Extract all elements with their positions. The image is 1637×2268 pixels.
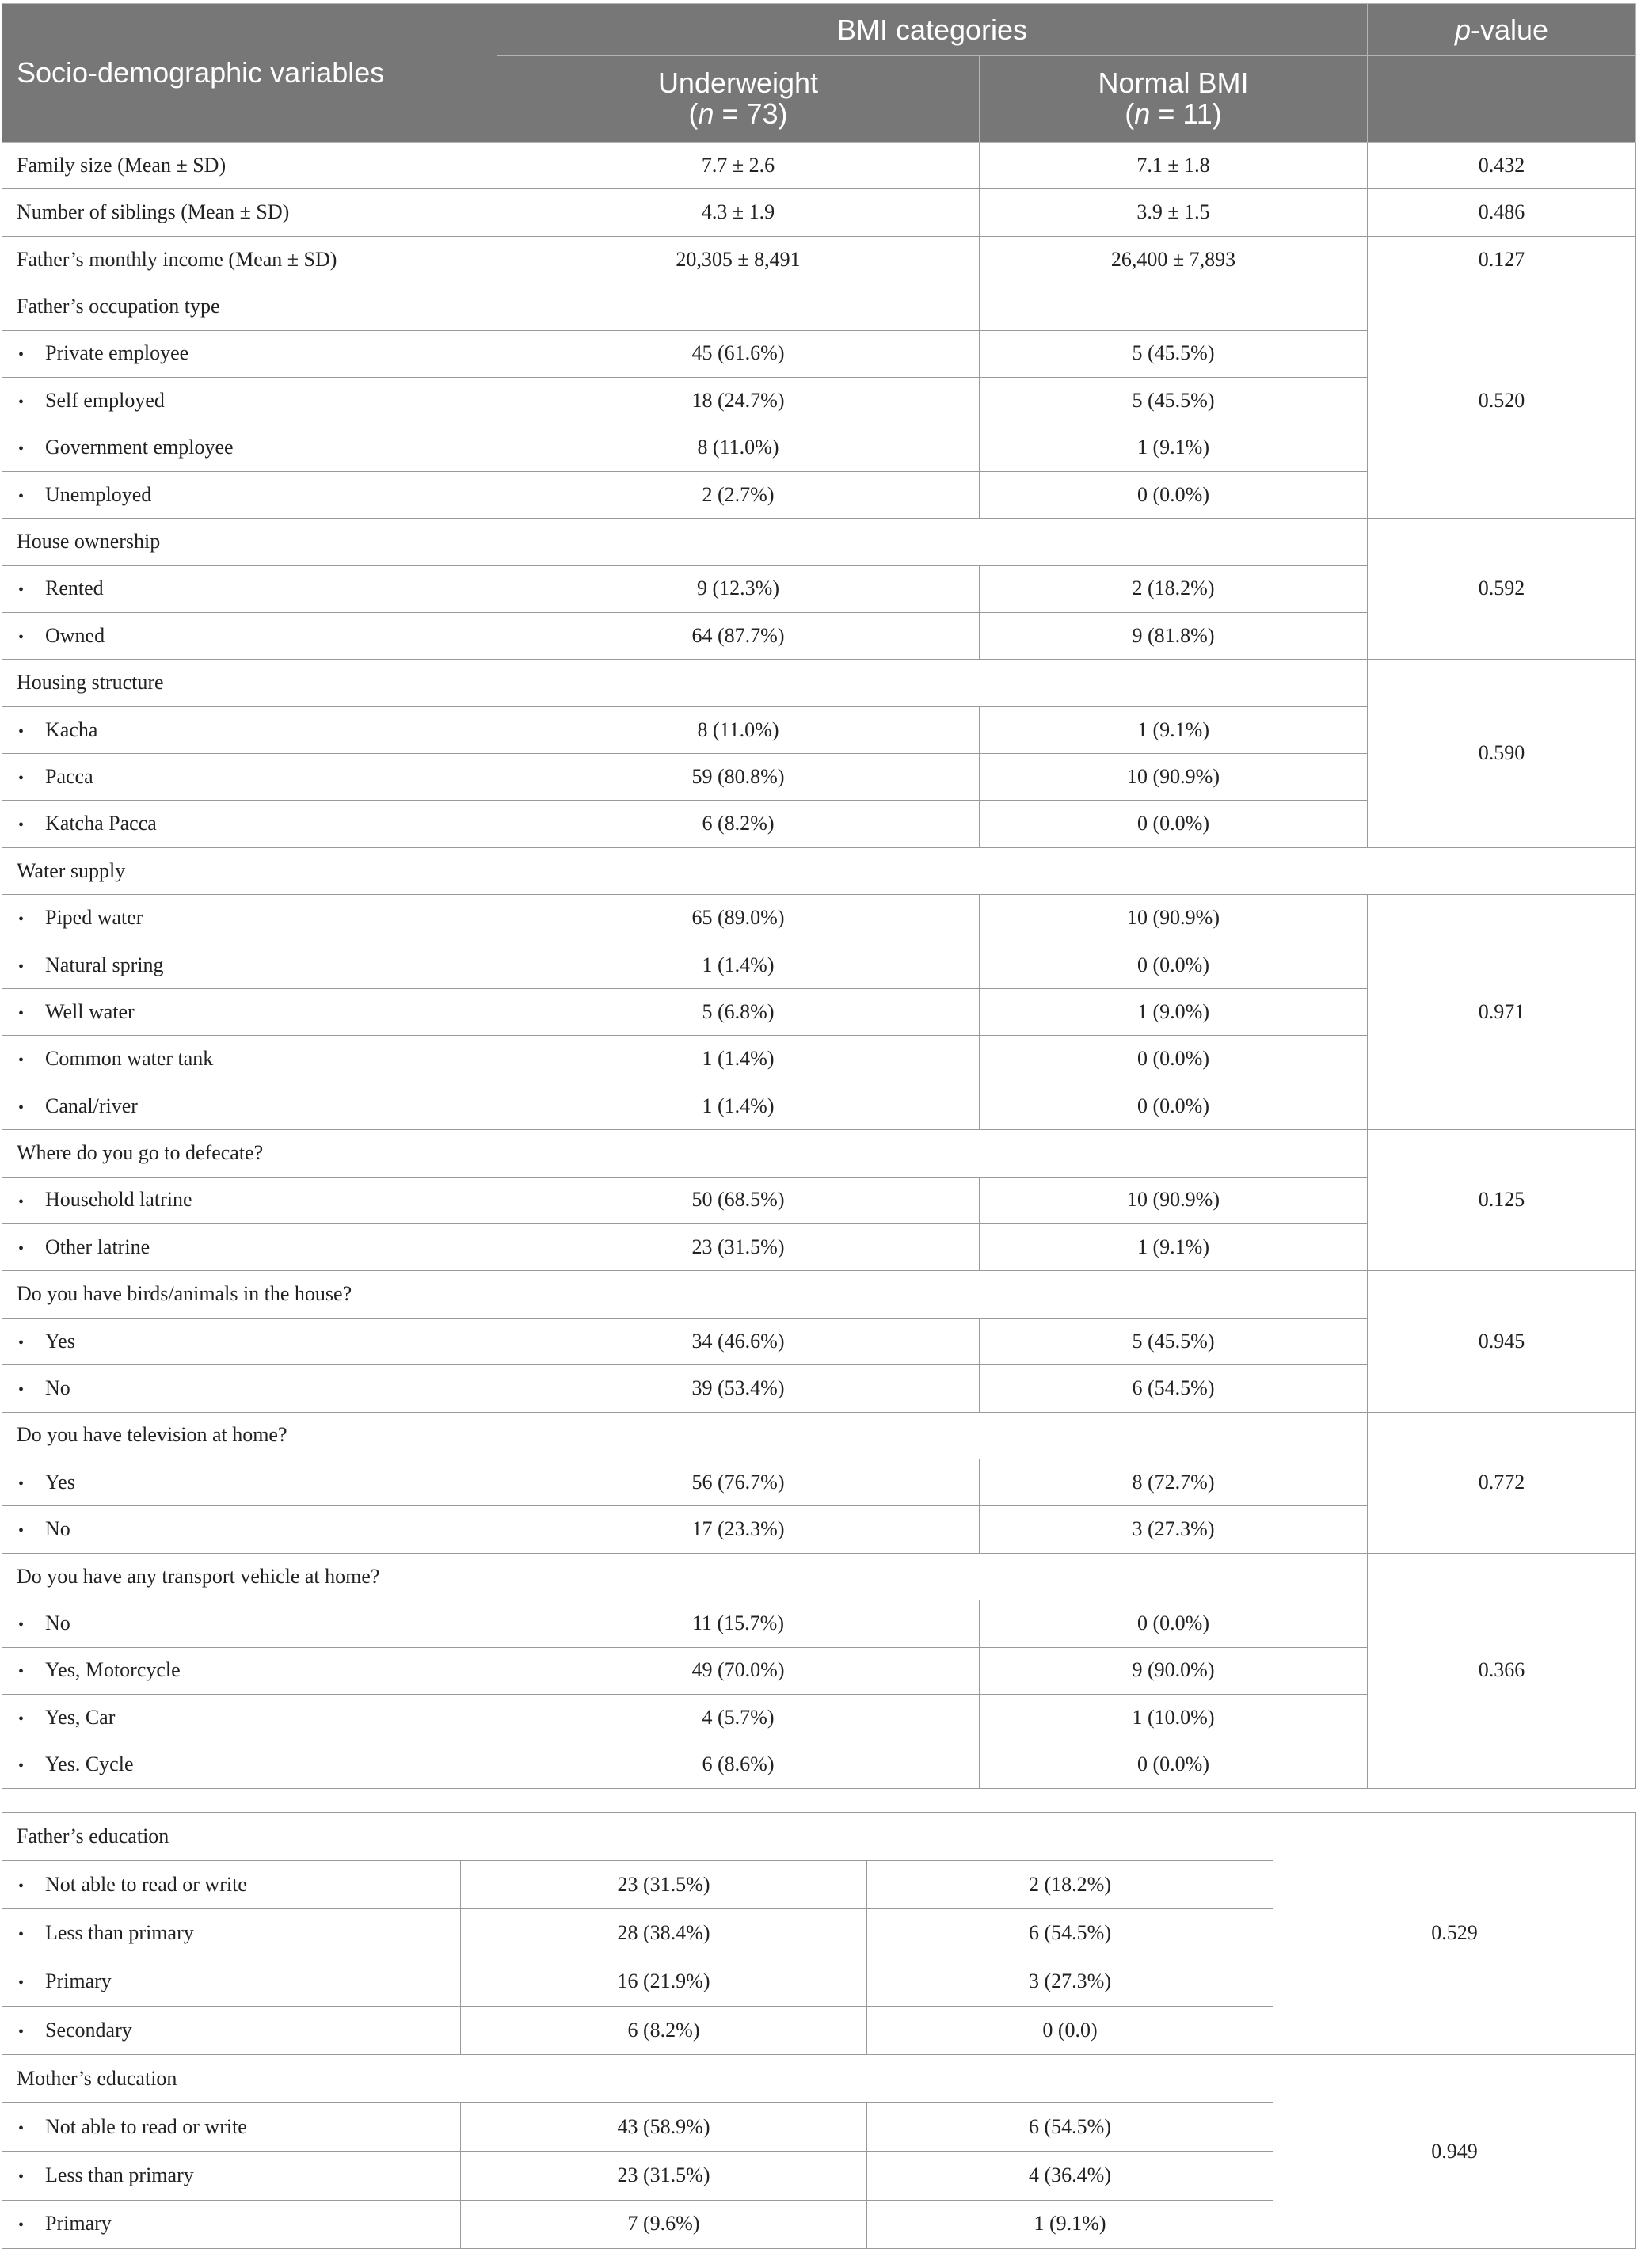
section-row	[2, 1553, 1636, 1600]
bullet-icon: •	[18, 346, 25, 364]
header-underweight: Underweight (n = 73)	[497, 56, 980, 143]
normal-value: 0 (0.0%)	[980, 1741, 1368, 1788]
header-p-value: p-value	[1368, 4, 1636, 56]
underweight-value: 59 (80.8%)	[497, 754, 980, 801]
row-label: Yes. Cycle	[45, 1752, 134, 1776]
bullet-icon: •	[18, 1004, 25, 1022]
row-label: No	[45, 1517, 70, 1541]
underweight-value: 5 (6.8%)	[497, 989, 980, 1036]
underweight-value: 64 (87.7%)	[497, 612, 980, 659]
bullet-icon: •	[18, 816, 25, 835]
normal-value: 7.1 ± 1.8	[980, 143, 1368, 189]
p-value: 0.529	[1273, 1813, 1636, 2055]
bullet-icon: •	[18, 393, 25, 411]
underweight-value: 43 (58.9%)	[461, 2103, 867, 2152]
normal-value: 1 (9.1%)	[980, 424, 1368, 471]
underweight-value: 49 (70.0%)	[497, 1647, 980, 1694]
underweight-value: 9 (12.3%)	[497, 565, 980, 612]
underweight-value: 8 (11.0%)	[497, 424, 980, 471]
normal-value: 0 (0.0%)	[980, 1083, 1368, 1129]
normal-value: 0 (0.0%)	[980, 1036, 1368, 1083]
normal-value: 1 (9.1%)	[980, 706, 1368, 753]
row-label: Household latrine	[45, 1188, 192, 1212]
row-label: Yes	[45, 1470, 75, 1494]
normal-value: 1 (9.1%)	[980, 1223, 1368, 1270]
row-label: Private employee	[45, 341, 189, 365]
row-label: Yes	[45, 1329, 75, 1353]
normal-value: 2 (18.2%)	[867, 1861, 1273, 1909]
underweight-value: 7.7 ± 2.6	[497, 143, 980, 189]
bullet-icon: •	[18, 1616, 25, 1634]
p-value: 0.432	[1368, 143, 1636, 189]
underweight-value: 7 (9.6%)	[461, 2200, 867, 2248]
normal-value: 3.9 ± 1.5	[980, 189, 1368, 236]
header-p-value-blank	[1368, 56, 1636, 143]
underweight-value: 6 (8.6%)	[497, 1741, 980, 1788]
p-value: 0.949	[1273, 2054, 1636, 2248]
normal-value: 10 (90.9%)	[980, 1177, 1368, 1223]
underweight-value: 1 (1.4%)	[497, 942, 980, 988]
normal-value: 10 (90.9%)	[980, 895, 1368, 942]
bullet-icon: •	[18, 440, 25, 459]
section-label: Housing structure	[2, 660, 1368, 706]
normal-value: 3 (27.3%)	[867, 1958, 1273, 2006]
p-value: 0.486	[1368, 189, 1636, 236]
bullet-icon: •	[18, 2119, 25, 2137]
normal-value: 6 (54.5%)	[980, 1365, 1368, 1412]
row-label: Not able to read or write	[45, 1872, 247, 1896]
header-bmi-categories: BMI categories	[497, 4, 1368, 56]
normal-value: 1 (9.0%)	[980, 989, 1368, 1036]
row-label: Secondary	[45, 2018, 132, 2042]
section-row	[2, 2054, 1636, 2102]
underweight-value: 65 (89.0%)	[497, 895, 980, 942]
underweight-value: 8 (11.0%)	[497, 706, 980, 753]
underweight-value: 1 (1.4%)	[497, 1083, 980, 1129]
header-variables: Socio-demographic variables	[2, 4, 497, 143]
underweight-value: 50 (68.5%)	[497, 1177, 980, 1223]
row-label: Not able to read or write	[45, 2114, 247, 2138]
normal-value: 26,400 ± 7,893	[980, 236, 1368, 283]
bullet-icon: •	[18, 1381, 25, 1399]
bullet-icon: •	[18, 1926, 25, 1944]
normal-value: 10 (90.9%)	[980, 754, 1368, 801]
bullet-icon: •	[18, 1098, 25, 1117]
section-row	[2, 519, 1636, 565]
bullet-icon: •	[18, 1052, 25, 1070]
section-label: House ownership	[2, 519, 1368, 565]
underweight-value: 16 (21.9%)	[461, 1958, 867, 2006]
section-label: Mother’s education	[2, 2054, 1273, 2102]
row-label: Common water tank	[45, 1047, 214, 1071]
underweight-value: 11 (15.7%)	[497, 1600, 980, 1647]
p-value: 0.366	[1368, 1553, 1636, 1788]
row-label: Yes, Car	[45, 1705, 116, 1729]
row-label: Natural spring	[45, 953, 164, 976]
normal-value: 4 (36.4%)	[867, 2152, 1273, 2200]
bullet-icon: •	[18, 957, 25, 976]
underweight-value: 23 (31.5%)	[461, 1861, 867, 1909]
underweight-value: 45 (61.6%)	[497, 330, 980, 377]
row-label: Rented	[45, 577, 104, 600]
p-value: 0.125	[1368, 1130, 1636, 1271]
underweight-value: 4.3 ± 1.9	[497, 189, 980, 236]
normal-value: 0 (0.0)	[867, 2006, 1273, 2054]
underweight-value: 39 (53.4%)	[497, 1365, 980, 1412]
normal-value: 6 (54.5%)	[867, 2103, 1273, 2152]
section-label: Water supply	[2, 847, 1636, 894]
row-label: Katcha Pacca	[45, 812, 157, 835]
normal-value: 9 (81.8%)	[980, 612, 1368, 659]
bullet-icon: •	[18, 1475, 25, 1493]
p-value: 0.127	[1368, 236, 1636, 283]
bullet-icon: •	[18, 581, 25, 599]
underweight-value: 20,305 ± 8,491	[497, 236, 980, 283]
section-label: Where do you go to defecate?	[2, 1130, 1368, 1177]
normal-value: 1 (10.0%)	[980, 1694, 1368, 1741]
section-label: Do you have any transport vehicle at home?	[2, 1553, 1368, 1600]
section-row	[2, 847, 1636, 894]
p-value: 0.971	[1368, 895, 1636, 1130]
normal-value: 0 (0.0%)	[980, 471, 1368, 518]
bullet-icon: •	[18, 770, 25, 787]
normal-value: 2 (18.2%)	[980, 565, 1368, 612]
underweight-value: 6 (8.2%)	[497, 801, 980, 847]
row-label: Self employed	[45, 388, 165, 412]
p-value: 0.592	[1368, 519, 1636, 660]
row-label: Family size (Mean ± SD)	[2, 143, 497, 189]
p-value: 0.590	[1368, 660, 1636, 848]
table-row	[2, 143, 1636, 189]
bullet-icon: •	[18, 1710, 25, 1728]
p-value: 0.772	[1368, 1412, 1636, 1553]
bullet-icon: •	[18, 722, 25, 740]
normal-value: 5 (45.5%)	[980, 377, 1368, 424]
normal-value: 9 (90.0%)	[980, 1647, 1368, 1694]
row-label: Pacca	[45, 764, 93, 788]
normal-value: 6 (54.5%)	[867, 1909, 1273, 1958]
normal-value: 0 (0.0%)	[980, 801, 1368, 847]
bmi-socio-demographic-table	[2, 3, 1636, 1789]
section-row	[2, 1130, 1636, 1177]
section-label: Do you have television at home?	[2, 1412, 1368, 1459]
row-label: Piped water	[45, 906, 143, 930]
bullet-icon: •	[18, 1878, 25, 1896]
row-label: Other latrine	[45, 1235, 150, 1258]
row-label: Owned	[45, 623, 105, 647]
underweight-value: 18 (24.7%)	[497, 377, 980, 424]
bullet-icon: •	[18, 2217, 25, 2235]
underweight-value: 34 (46.6%)	[497, 1318, 980, 1364]
underweight-value: 6 (8.2%)	[461, 2006, 867, 2054]
section-row	[2, 284, 1636, 330]
row-label: Canal/river	[45, 1094, 138, 1117]
bullet-icon: •	[18, 1239, 25, 1258]
row-label: No	[45, 1612, 70, 1634]
normal-value: 8 (72.7%)	[980, 1459, 1368, 1505]
underweight-value: 2 (2.7%)	[497, 471, 980, 518]
section-label: Father’s education	[2, 1813, 1273, 1861]
normal-value: 1 (9.1%)	[867, 2200, 1273, 2248]
bullet-icon: •	[18, 1663, 25, 1681]
section-row	[2, 1271, 1636, 1318]
bullet-icon: •	[18, 2023, 25, 2041]
normal-value: 0 (0.0%)	[980, 1600, 1368, 1647]
row-label: Less than primary	[45, 1921, 194, 1945]
table-row	[2, 895, 1636, 942]
underweight-value: 17 (23.3%)	[497, 1506, 980, 1553]
normal-value: 5 (45.5%)	[980, 330, 1368, 377]
bullet-icon: •	[18, 628, 25, 646]
row-label: No	[45, 1376, 70, 1400]
normal-value: 3 (27.3%)	[980, 1506, 1368, 1553]
section-row	[2, 1813, 1636, 1861]
underweight-value: 56 (76.7%)	[497, 1459, 980, 1505]
underweight-value: 1 (1.4%)	[497, 1036, 980, 1083]
row-label: Well water	[45, 999, 135, 1023]
header-normal-bmi: Normal BMI (n = 11)	[980, 56, 1368, 143]
education-table	[2, 1812, 1636, 2249]
p-value: 0.945	[1368, 1271, 1636, 1412]
bullet-icon: •	[18, 1974, 25, 1992]
section-row	[2, 1412, 1636, 1459]
bullet-icon: •	[18, 911, 25, 929]
section-label: Do you have birds/animals in the house?	[2, 1271, 1368, 1318]
row-label: Kacha	[45, 717, 98, 741]
row-label: Less than primary	[45, 2163, 194, 2187]
bullet-icon: •	[18, 487, 25, 505]
row-label: Number of siblings (Mean ± SD)	[2, 189, 497, 236]
table-row	[2, 189, 1636, 236]
row-label: Yes, Motorcycle	[45, 1658, 181, 1682]
bullet-icon: •	[18, 1757, 25, 1775]
bullet-icon: •	[18, 2168, 25, 2186]
row-label: Primary	[45, 2212, 112, 2236]
bullet-icon: •	[18, 1193, 25, 1211]
normal-value: 5 (45.5%)	[980, 1318, 1368, 1364]
row-label: Primary	[45, 1969, 112, 1993]
bullet-icon: •	[18, 1522, 25, 1540]
underweight-value: 23 (31.5%)	[497, 1223, 980, 1270]
underweight-value: 23 (31.5%)	[461, 2152, 867, 2200]
row-label: Unemployed	[45, 482, 152, 506]
section-row	[2, 660, 1636, 706]
row-label: Government employee	[45, 436, 234, 459]
table-row	[2, 236, 1636, 283]
underweight-value: 4 (5.7%)	[497, 1694, 980, 1741]
section-label: Father’s occupation type	[2, 284, 497, 330]
p-value: 0.520	[1368, 284, 1636, 519]
bullet-icon: •	[18, 1334, 25, 1352]
row-label: Father’s monthly income (Mean ± SD)	[2, 236, 497, 283]
normal-value: 0 (0.0%)	[980, 942, 1368, 988]
underweight-value: 28 (38.4%)	[461, 1909, 867, 1958]
